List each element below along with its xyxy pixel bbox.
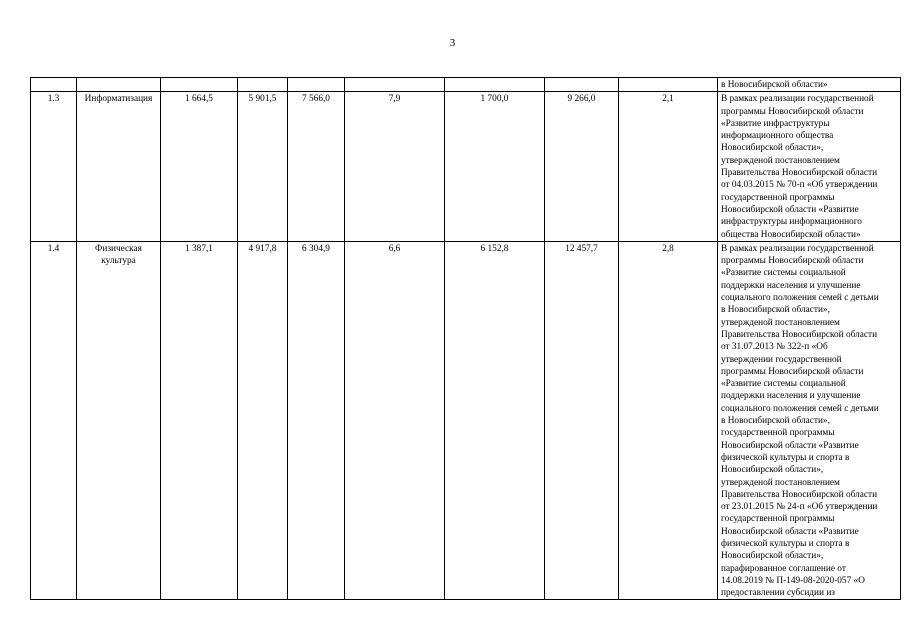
description-line: Новосибирской области», bbox=[721, 551, 824, 562]
description-line: физической культуры и спорта в bbox=[721, 452, 850, 463]
description-line: информационного общества bbox=[721, 131, 834, 142]
description-line: утверждении государственной bbox=[721, 354, 842, 365]
description-line: общества Новосибирской области» bbox=[721, 229, 861, 240]
description-line: программы Новосибирской области bbox=[721, 106, 864, 117]
description-line: Новосибирской области «Развитие bbox=[721, 440, 859, 451]
description-line: Новосибирской области», bbox=[721, 465, 824, 476]
description-line: парафированное соглашение от bbox=[721, 563, 846, 574]
cell-name bbox=[77, 78, 161, 92]
row-number: 1.3 bbox=[31, 92, 77, 242]
table-row-1-3 bbox=[31, 92, 901, 242]
description-line: в Новосибирской области», bbox=[721, 416, 830, 427]
description-line: Правительства Новосибирской области bbox=[721, 329, 878, 340]
description-line: государственной программы bbox=[721, 192, 835, 203]
description-line: государственной программы bbox=[721, 428, 835, 439]
description-line: в Новосибирской области», bbox=[721, 305, 830, 316]
value-col-5: 1 700,0 bbox=[445, 92, 545, 242]
direction-name bbox=[77, 241, 161, 600]
description-line: утвержденой постановлением bbox=[721, 155, 840, 166]
description-line: физической культуры и спорта в bbox=[721, 538, 850, 549]
cell-v3 bbox=[288, 78, 345, 92]
description-line: Новосибирской области «Развитие bbox=[721, 526, 859, 537]
direction-name-line: Физическая bbox=[95, 243, 142, 254]
value-col-5: 6 152,8 bbox=[445, 241, 545, 600]
budget-table bbox=[30, 77, 901, 600]
description-line: поддержки населения и улучшение bbox=[721, 391, 861, 402]
value-col-7: 2,8 bbox=[619, 241, 718, 600]
description-line: программы Новосибирской области bbox=[721, 366, 864, 377]
description-line: Правительства Новосибирской области bbox=[721, 168, 878, 179]
value-col-6: 12 457,7 bbox=[545, 241, 619, 600]
value-col-7: 2,1 bbox=[619, 92, 718, 242]
value-col-3: 6 304,9 bbox=[288, 241, 345, 600]
description-line: социального положения семей с детьми bbox=[721, 403, 879, 414]
row-number: 1.4 bbox=[31, 241, 77, 600]
description-line: от 04.03.2015 № 70-п «Об утверждении bbox=[721, 180, 878, 191]
value-col-2: 4 917,8 bbox=[238, 241, 288, 600]
cell-v5 bbox=[445, 78, 545, 92]
description-line: государственной программы bbox=[721, 514, 835, 525]
description-line: инфраструктуры информационного bbox=[721, 217, 862, 228]
continuation-row bbox=[31, 78, 901, 92]
description-line: «Развитие системы социальной bbox=[721, 379, 846, 390]
description-line: поддержки населения и улучшение bbox=[721, 280, 861, 291]
description-line: от 31.07.2013 № 322-п «Об bbox=[721, 342, 828, 353]
value-col-4: 7,9 bbox=[345, 92, 445, 242]
description-line: от 23.01.2015 № 24-п «Об утверждении bbox=[721, 502, 878, 513]
cell-v4 bbox=[345, 78, 445, 92]
description-line: Новосибирской области «Развитие bbox=[721, 204, 859, 215]
value-col-1: 1 387,1 bbox=[161, 241, 238, 600]
row-description bbox=[718, 241, 901, 600]
value-col-2: 5 901,5 bbox=[238, 92, 288, 242]
value-col-3: 7 566,0 bbox=[288, 92, 345, 242]
value-col-6: 9 266,0 bbox=[545, 92, 619, 242]
description-line: утвержденой постановлением bbox=[721, 317, 840, 328]
description-line: В рамках реализации государственной bbox=[721, 94, 874, 105]
description-line: утвержденой постановлением bbox=[721, 477, 840, 488]
value-col-1: 1 664,5 bbox=[161, 92, 238, 242]
cell-description bbox=[718, 78, 901, 92]
description-line: в Новосибирской области» bbox=[721, 80, 828, 90]
cell-v2 bbox=[238, 78, 288, 92]
description-line: предоставлении субсидии из bbox=[721, 588, 835, 599]
cell-num bbox=[31, 78, 77, 92]
cell-v7 bbox=[619, 78, 718, 92]
value-col-4: 6,6 bbox=[345, 241, 445, 600]
page-number: 3 bbox=[449, 37, 456, 49]
description-line: программы Новосибирской области bbox=[721, 256, 864, 267]
cell-v1 bbox=[161, 78, 238, 92]
description-line: Правительства Новосибирской области bbox=[721, 489, 878, 500]
cell-v6 bbox=[545, 78, 619, 92]
table-row-1-4 bbox=[31, 241, 901, 600]
description-line: 14.08.2019 № П-149-08-2020-057 «О bbox=[721, 575, 865, 586]
description-line: «Развитие инфраструктуры bbox=[721, 118, 830, 129]
direction-name-line: культура bbox=[101, 256, 136, 267]
description-line: «Развитие системы социальной bbox=[721, 268, 846, 279]
row-description bbox=[718, 92, 901, 242]
description-line: Новосибирской области», bbox=[721, 143, 824, 154]
direction-name: Информатизация bbox=[77, 92, 161, 242]
description-line: социального положения семей с детьми bbox=[721, 293, 879, 304]
description-line: В рамках реализации государственной bbox=[721, 243, 874, 254]
